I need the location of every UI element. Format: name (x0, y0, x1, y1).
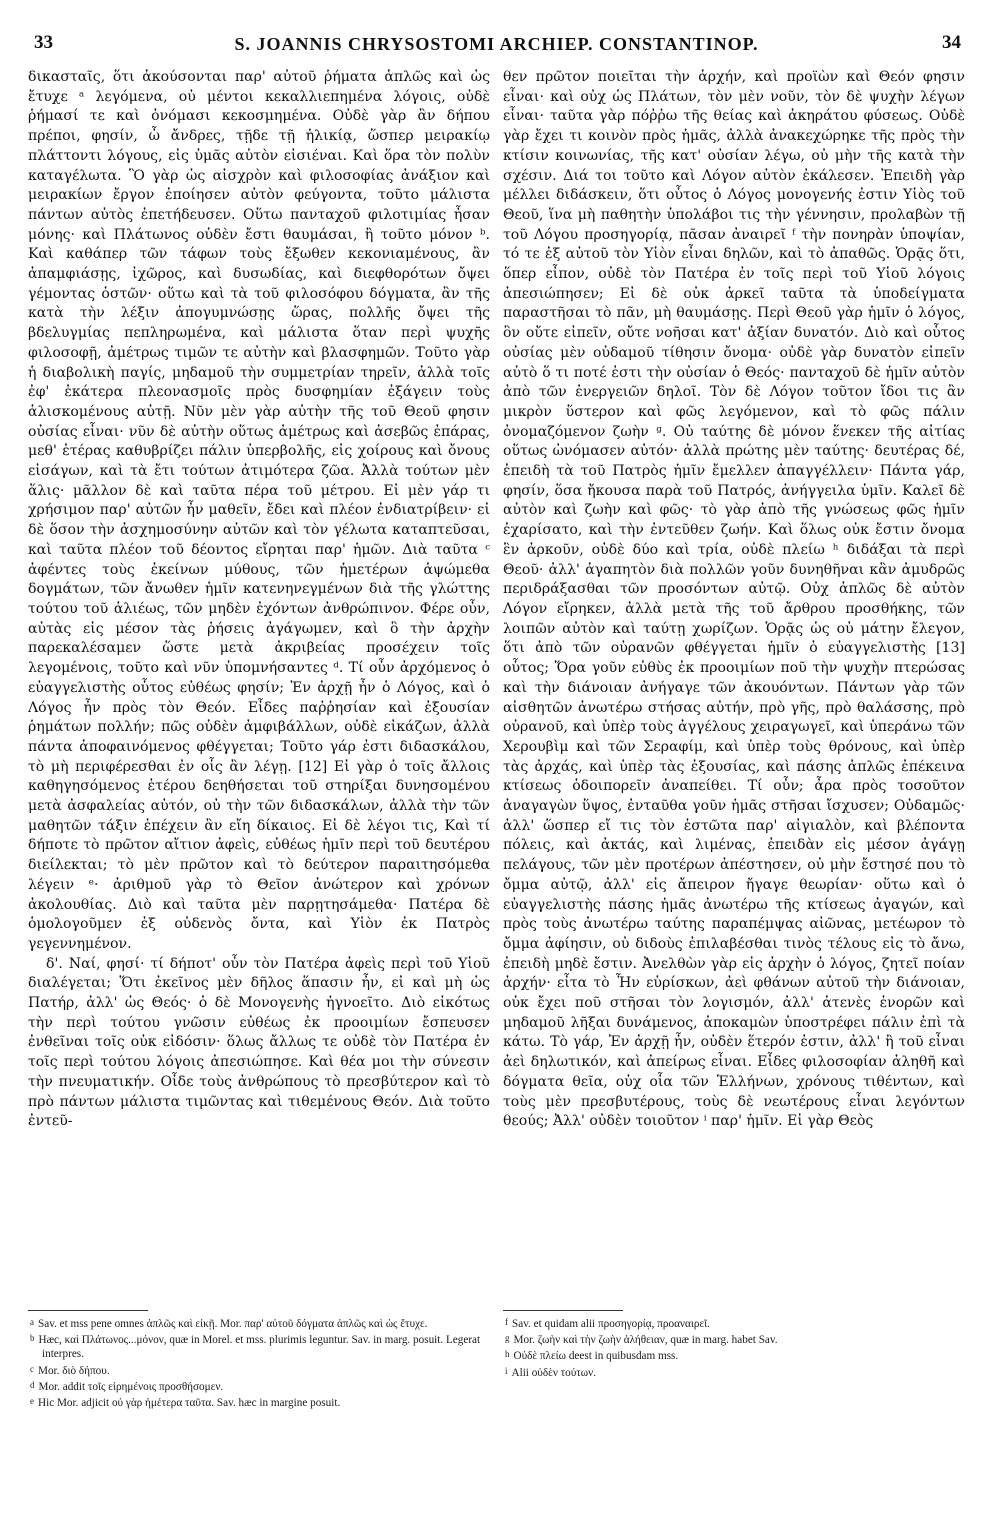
footnote-text: Alii οὐδὲν τούτων. (511, 1366, 597, 1379)
page-header (28, 28, 965, 68)
footnote-rule (503, 1310, 623, 1311)
footnote (503, 1364, 965, 1380)
footnote (28, 1331, 490, 1361)
footnote-text: Mor. διὸ δήπου. (38, 1364, 110, 1377)
footnote (28, 1315, 490, 1331)
footnote-mark: b (30, 1333, 35, 1344)
footnote-text: Mor. ζωὴν καὶ τὴν ζωὴν ἀλήθειαν, quæ in marg. habet Sav. (513, 1334, 778, 1347)
footnote (28, 1378, 490, 1394)
footnote-text: Sav. et mss pene omnes ἁπλῶς καὶ εἰκῇ. Mor. παρ' αὐτοῦ δόγματα ἁπλῶς καὶ ὡς ἔτυχε. (38, 1318, 428, 1330)
left-footnotes (28, 1315, 490, 1410)
running-title: S. JOANNIS CHRYSOSTOMI ARCHIEP. CONSTANTINOP. (234, 34, 759, 54)
right-column-text (503, 68, 965, 1304)
paragraph: θεν πρῶτον ποιεῖται τὴν ἀρχήν, καὶ προϊὼν καὶ Θεόν φησιν εἶναι· καὶ οὐχ ὡς Πλάτων, τὸν μὲν νοῦν, τὸν δὲ ψυχὴν λέγων εἶναι· ταῦτα γὰρ πόῤῥω τῆς θείας καὶ ἀκηράτου φύσεως. Οὐδὲ γὰρ ἔχει τι κοινὸν πρὸς ἡμᾶς, ἀλλὰ ἀνακεχώρηκε τῆς πρὸς τὴν κτίσιν κοινωνίας, τῆς κατ' οὐσίαν λέγω, οὐ μὴν τῆς κατὰ τὴν σχέσιν. Διά τοι τοῦτο καὶ Λόγον αὐτὸν ἐκάλεσεν. Ἐπειδὴ γὰρ μέλλει διδάσκειν, ὅτι οὗτος ὁ Λόγος μονογενής ἐστιν Υἱὸς τοῦ Θεοῦ, ἵνα μὴ παθητὴν ὑπολάβοι τις τὴν γέννησιν, προλαβὼν τῇ τοῦ Λόγου προσηγορίᾳ, πᾶσαν ἀναιρεῖ ᶠ τὴν πονηρὰν ὑποψίαν, τό τε ἐξ αὐτοῦ τὸν Υἱὸν εἶναι δηλῶν, καὶ τὸ ἀπαθῶς. Ὁρᾷς ὅτι, ὅπερ εἶπον, οὐδὲ τὸν Πατέρα ἐν τοῖς περὶ τοῦ Υἱοῦ λόγοις ἀπεσιώπησεν; Εἰ δὲ οὐκ ἀρκεῖ ταῦτα τὰ ὑποδείγματα παραστῆσαι τὸ πᾶν, μὴ θαυμάσῃς. Περὶ Θεοῦ γὰρ ἡμῖν ὁ λόγος, ὃν οὔτε εἰπεῖν, οὔτε νοῆσαι κατ' ἀξίαν δυνατόν. Διὸ καὶ οὗτος οὐσίας μὲν οὐδαμοῦ τίθησιν ὄνομα· οὐδὲ γὰρ δυνατὸν εἰπεῖν αὐτὸ ὅ τι ποτέ ἐστι τὴν οὐσίαν ὁ Θεός· πανταχοῦ δὲ ἡμῖν αὐτὸν ἀπὸ τῶν ἐνεργειῶν δηλοῖ. Τὸν δὲ Λόγον τοῦτον ἴδοι τις ἂν μικρὸν ὕστερον καὶ φῶς λεγόμενον, καὶ τὸ φῶς πάλιν ὀνομαζόμενον ζωὴν ᵍ. Οὐ ταύτης δὲ μόνον ἕνεκεν τῆς αἰτίας οὕτως ὠνόμασεν αὐτόν· ἀλλὰ πρώτης μὲν ταύτης· δευτέρας δέ, ἐπειδὴ τὰ τοῦ Πατρὸς ἡμῖν ἔμελλεν ἀπαγγέλλειν· Πάντα γάρ, φησίν, ὅσα ἤκουσα παρὰ τοῦ Πατρός, ἀνήγγειλα ὑμῖν. Καλεῖ δὲ αὐτὸν καὶ ζωὴν καὶ φῶς· τὸ γὰρ ἀπὸ τῆς γνώσεως φῶς ἡμῖν ἐχαρίσατο, καὶ τὴν ἐντεῦθεν ζωήν. Καὶ ὅλως οὐκ ἔστιν ὄνομα ἓν ἀρκοῦν, οὐδὲ δύο καὶ τρία, οὐδὲ πλείω ʰ διδάξαι τὰ περὶ Θεοῦ· ἀλλ' ἀγαπητὸν διὰ πολλῶν γοῦν δυνηθῆναι κἂν ἀμυδρῶς περιδράξασθαι τῶν προσόντων αὐτῷ. Οὐχ ἁπλῶς δὲ αὐτὸν Λόγον εἴρηκεν, ἀλλὰ μετὰ τῆς τοῦ ἄρθρου προσθήκης, τῶν λοιπῶν αὐτὸν καὶ ταύτῃ χωρίζων. Ὁρᾷς ὡς οὐ μάτην ἔλεγον, ὅτι ἀπὸ τῶν οὐρανῶν φθέγγεται ἡμῖν ὁ εὐαγγελιστὴς [13] οὗτος; Ὅρα γοῦν εὐθὺς ἐκ προοιμίων ποῦ τὴν ψυχὴν πτερώσας καὶ τὴν διάνοιαν ἀνήγαγε τῶν ἀκουόντων. Πάντων γὰρ τῶν αἰσθητῶν ἀνωτέρω στήσας αὐτήν, πρὸ γῆς, πρὸ θαλάσσης, πρὸ οὐρανοῦ, καὶ ὑπὲρ τοὺς ἀγγέλους χειραγωγεῖ, καὶ ὑπεράνω τῶν Χερουβὶμ καὶ τῶν Σεραφίμ, καὶ ὑπὲρ τοὺς θρόνους, καὶ ὑπὲρ τὰς ἀρχάς, καὶ ὑπὲρ τὰς ἐξουσίας, καὶ πάσης ἁπλῶς ἐπέκεινα κτίσεως ὁδοιπορεῖν ἀναπείθει. Τί οὖν; ἆρα πρὸς τοσοῦτον ἀναγαγὼν ὕψος, ἐνταῦθα γοῦν ἡμᾶς στῆσαι ἴσχυσεν; Οὐδαμῶς· ἀλλ' ὥσπερ εἴ τις τὸν ἑστῶτα παρ' αἰγιαλὸν, καὶ βλέποντα πόλεις, καὶ ἀκτάς, καὶ λιμένας, ἐπειδὰν εἰς μέσον ἀγάγῃ πελάγους, τῶν μὲν προτέρων ἀπέστησεν, οὐ μὴν ἔστησέ που τὸ ὄμμα αὐτῷ, ἀλλ' εἰς ἄπειρον ἤγαγε θεωρίαν· οὕτω καὶ ὁ εὐαγγελιστὴς πάσης ἡμᾶς ἀνωτέρω τῆς κτίσεως ἀγαγών, καὶ πρὸς τοὺς ἀνωτέρω ταύτης παραπέμψας αἰῶνας, μετέωρον τὸ ὄμμα ἀφίησιν, οὐ διδοὺς ἐπιλαβέσθαι τινὸς τέλους εἰς τὸ ἄνω, ἐπειδὴ μηδὲ ἔστιν. Ἀνελθὼν γὰρ εἰς ἀρχὴν ὁ λόγος, ζητεῖ ποίαν ἀρχήν· εἶτα τὸ Ἦν εὑρίσκων, ἀεὶ φθάνων αὐτοῦ τὴν διάνοιαν, οὐκ ἔχει ποῦ στῆσαι τὸν λογισμόν, ἀλλ' ἀτενὲς ἐνορῶν καὶ μηδαμοῦ λῆξαι δυνάμενος, ἀποκαμὼν ὑποστρέφει πάλιν ἐπὶ τὰ κάτω. Τὸ γάρ, Ἐν ἀρχῇ ἦν, οὐδὲν ἕτερόν ἐστιν, ἀλλ' ἢ τοῦ εἶναι ἀεὶ δηλωτικόν, καὶ ἀπείρως εἶναι. Εἶδες φιλοσοφίαν ἀληθῆ καὶ δόγματα θεῖα, οὐχ οἷα τῶν Ἑλλήνων, χρόνους τιθέντων, καὶ τοὺς μὲν πρεσβυτέρους, τοὺς δὲ νεωτέρους εἶναι λεγόντων θεούς; Ἀλλ' οὐδὲν τοιοῦτον ⁱ παρ' ἡμῖν. Εἰ γὰρ Θεὸς (503, 69, 965, 1130)
footnote-mark: d (30, 1379, 35, 1390)
left-column (28, 68, 490, 1410)
footnote (28, 1362, 490, 1378)
footnote-mark: g (505, 1333, 510, 1344)
right-footnotes (503, 1315, 965, 1380)
footnote-text: Sav. et quidam alii προσηγορίᾳ, προαναιρεῖ. (512, 1318, 710, 1330)
page-number-left: 33 (34, 32, 53, 53)
footnote (503, 1331, 965, 1347)
footnote-mark: a (30, 1317, 34, 1327)
right-column (503, 68, 965, 1410)
page-number-right: 34 (942, 32, 961, 53)
footnote-text: Hæc, καὶ Πλάτωνος...μόνον, quæ in Morel. et mss. plurimis leguntur. Sav. in marg. posuit. Legerat interpres. (38, 1334, 481, 1361)
paragraph: δ'. Ναί, φησί· τί δήποτ' οὖν τὸν Πατέρα ἀφεὶς περὶ τοῦ Υἱοῦ διαλέγεται; Ὅτι ἐκεῖνος μὲν δῆλος ἅπασιν ἦν, εἰ καὶ μὴ ὡς Πατήρ, ἀλλ' ὡς Θεός· ὁ δὲ Μονογενὴς ἠγνοεῖτο. Διὸ εἰκότως τὴν περὶ τούτου γνῶσιν εὐθέως ἐκ προοιμίων ἔσπευσεν ἐνθεῖναι τοῖς οὐκ εἰδόσιν· ὅλως ἄλλως τε οὐδὲ τὸν Πατέρα ἐν τοῖς περὶ τούτου λόγοις ἀπεσιώπησε. Καὶ θέα μοι τὴν σύνεσιν τὴν πνευματικήν. Οἶδε τοὺς ἀνθρώπους τὸ πρεσβύτερον καὶ τὸ πρὸ πάντων μάλιστα τιμῶντας καὶ τιθεμένους Θεόν. Διὰ τοῦτο ἐντεῦ- (28, 955, 490, 1130)
footnote (503, 1315, 965, 1331)
footnote-mark: h (505, 1349, 510, 1360)
footnote-text: Οὐδὲ πλείω deest in quibusdam mss. (513, 1350, 679, 1363)
text-columns (28, 68, 965, 1410)
footnote-mark: f (505, 1317, 508, 1327)
footnote-mark: c (30, 1363, 34, 1374)
footnote-rule (28, 1310, 148, 1311)
footnote (28, 1394, 490, 1410)
footnote-mark: i (505, 1365, 508, 1376)
footnote-text: Mor. addit τοῖς εἰρημένοις προσθήσομεν. (38, 1380, 224, 1393)
paragraph: δικασταῖς, ὅτι ἀκούσονται παρ' αὐτοῦ ῥήματα ἁπλῶς καὶ ὡς ἔτυχε ᵃ λεγόμενα, οὐ μέντοι κεκαλλιεπημένα λόγοις, οὐδὲ ῥήμασί τε καὶ ὀνόμασι κεκοσμημένα. Οὐδὲ γὰρ ἂν δήπου πρέποι, φησίν, ὦ ἄνδρες, τῇδε τῇ ἡλικίᾳ, ὥσπερ μειρακίῳ πλάττοντι λόγους, εἰς ὑμᾶς αὐτὸν εἰσιέναι. Καὶ ὅρα τὸν πολὺν καταγέλωτα. Ὃ γὰρ ὡς αἰσχρὸν καὶ φιλοσοφίας ἀνάξιον καὶ μειρακίων ἔργον ἐποίησεν αὐτὸν φεύγοντα, τοῦτο μάλιστα πάντων αὐτὸς ἐπετήδευσεν. Οὕτω πανταχοῦ φιλοτιμίας ἦσαν μόνης· καὶ Πλάτωνος οὐδὲν ἔστι θαυμάσαι, ἢ τοῦτο μόνον ᵇ. Καὶ καθάπερ τῶν τάφων τοὺς ἔξωθεν κεκονιαμένους, ἂν ἀπαμφιάσῃς, ἰχῶρος, καὶ δυσωδίας, καὶ διεφθορότων ὄψει γέμοντας ὀστῶν· οὕτω καὶ τὰ τοῦ φιλοσόφου δόγματα, ἂν τῆς κατὰ τὴν λέξιν ἀπογυμνώσῃς ὥρας, πολλῆς ὄψει τῆς βδελυγμίας πεπληρωμένα, καὶ μάλιστα ὅταν περὶ ψυχῆς φιλοσοφῇ, ἀμέτρως τιμῶν τε αὐτὴν καὶ βλασφημῶν. Τοῦτο γὰρ ἡ διαβολικὴ παγίς, μηδαμοῦ τὴν συμμετρίαν τηρεῖν, ἀλλὰ τοῖς ἐφ' ἑκάτερα πλεονασμοῖς πρὸς δυσφημίαν ἐξάγειν τοὺς ἁλισκομένους αὐτῇ. Νῦν μὲν γὰρ αὐτὴν τῆς τοῦ Θεοῦ φησιν οὐσίας εἶναι· νῦν δὲ αὐτὴν οὕτως ἀμέτρως καὶ ἀσεβῶς ἐπάρας, μεθ' ἑτέρας καθυβρίζει πάλιν ὑπερβολῆς, εἰς χοίρους καὶ ὄνους εἰσάγων, καὶ τὰ ἔτι τούτων ἀτιμότερα ζῶα. Ἀλλὰ τούτων μὲν ἅλις· μᾶλλον δὲ καὶ ταῦτα πέρα τοῦ μέτρου. Εἰ μὲν γάρ τι χρήσιμον παρ' αὐτῶν ἦν μαθεῖν, ἔδει καὶ πλέον ἐνδιατρίβειν· εἰ δὲ ὅσον τὴν ἀσχημοσύνην αὐτῶν καὶ τὸν γέλωτα καταπτεῦσαι, καὶ ταῦτα πλέον τοῦ δέοντος εἴρηται παρ' ἡμῶν. Διὰ ταῦτα ᶜ ἀφέντες τοὺς ἐκείνων μύθους, τῶν ἡμετέρων ἁψώμεθα δογμάτων, τῶν ἄνωθεν ἡμῖν κατενηνεγμένων διὰ τῆς γλώττης τούτου τοῦ ἁλιέως, τῶν μηδὲν ἐχόντων ἀνθρώπινον. Φέρε οὖν, αὐτὰς εἰς μέσον τὰς ῥήσεις ἀγάγωμεν, καὶ ὃ τὴν ἀρχὴν παρεκαλέσαμεν ὥστε μετὰ ἀκριβείας προσέχειν τοῖς λεγομένοις, τοῦτο καὶ νῦν ὑπομνήσαντες ᵈ. Τί οὖν ἀρχόμενος ὁ εὐαγγελιστὴς οὗτος εὐθέως φησίν; Ἐν ἀρχῇ ἦν ὁ Λόγος, καὶ ὁ Λόγος ἦν πρὸς τὸν Θεόν. Εἶδες παῤῥησίαν καὶ ἐξουσίαν ῥημάτων πολλήν; πῶς οὐδὲν ἀμφιβάλλων, οὐδὲ εἰκάζων, ἀλλὰ πάντα ἀποφαινόμενος φθέγγεται; Τοῦτο γάρ ἐστι διδασκάλου, τὸ μὴ περιφέρεσθαι ἐν οἷς ἂν λέγῃ. [12] Εἰ γὰρ ὁ τοῖς ἄλλοις καθηγησόμενος ἑτέρου δεηθήσεται τοῦ στηρίξαι δυνησομένου μετὰ ἀσφαλείας αὐτόν, οὐ τὴν τῶν διδασκάλων, ἀλλὰ τὴν τῶν μαθητῶν τάξιν ἐπέχειν ἂν εἴη δίκαιος. Εἰ δὲ λέγοι τις, Καὶ τί δήποτε τὸ πρῶτον αἴτιον ἀφεὶς, εὐθέως ἡμῖν περὶ τοῦ δευτέρου διείλεκται; τὸ μὲν πρῶτον καὶ τὸ δεύτερον παραιτησόμεθα λέγειν ᵉ· ἀριθμοῦ γὰρ τὸ Θεῖον ἀνώτερον καὶ χρόνων ἀκολουθίας. Διὸ καὶ ταῦτα μὲν παρῃτησάμεθα· Πατέρα δὲ ὁμολογοῦμεν ἐξ οὐδενὸς ὄντα, καὶ Υἱὸν ἐκ Πατρὸς γεγεννημένον. (28, 69, 490, 952)
footnote (503, 1347, 965, 1363)
footnote-text: Hic Mor. adjicit οὐ γὰρ ἡμέτερα ταῦτα. Sav. hæc in margine posuit. (38, 1397, 341, 1410)
footnote-mark: e (30, 1396, 34, 1407)
left-column-text (28, 68, 490, 1304)
